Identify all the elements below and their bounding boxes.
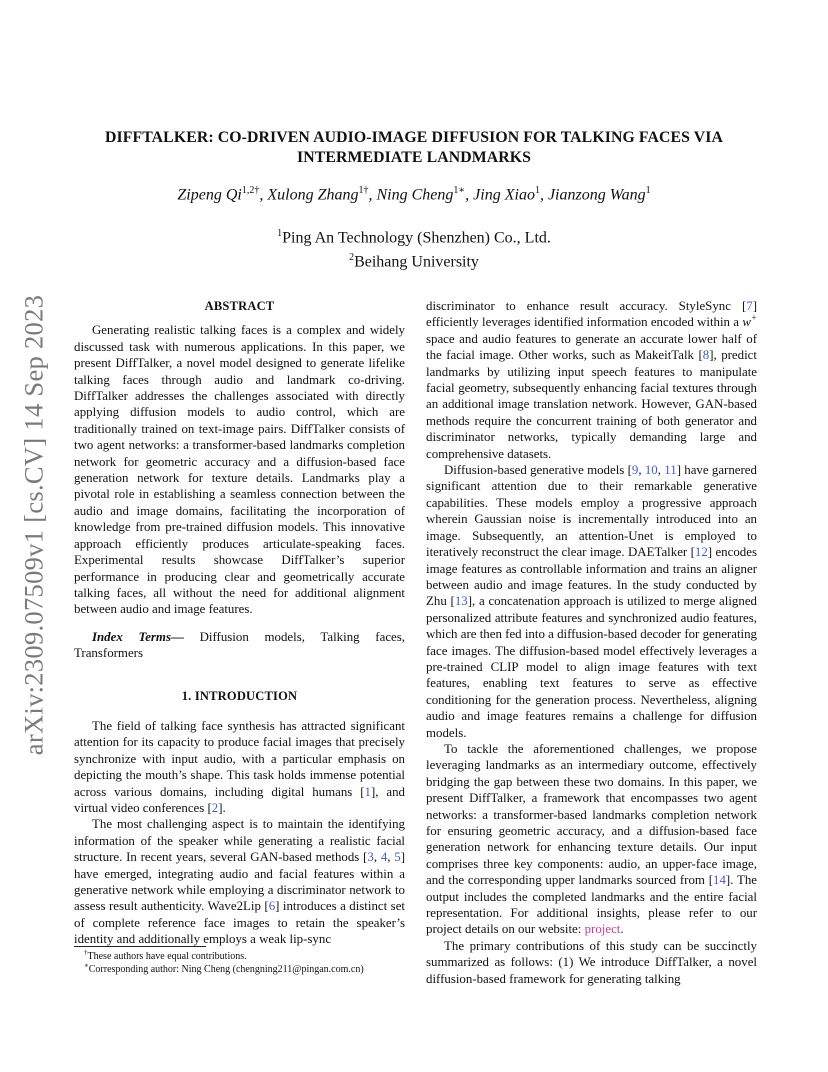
index-terms <box>74 629 405 662</box>
right-column <box>426 298 757 987</box>
citation-link[interactable]: 7 <box>746 299 753 313</box>
math-symbol: w <box>742 315 751 330</box>
citation-link[interactable]: 6 <box>268 899 276 914</box>
intro-paragraph-2-continued: discriminator to enhance result accuracy. StyleSync [7] efficiently leverages identified information encoded within a w+ space and audio features to generate an accurate lower half of the facial image. Other works, such as MakeitTalk [8], predict landmarks by utilizing input speech features to manipulate facial geometry, subsequently enhancing facial textures through an additional image translation network. However, GAN-based methods require the concurrent training of both generator and discriminator networks, typically demanding large and comprehensive datasets. <box>426 299 757 461</box>
footnote-equal-contribution <box>74 948 414 964</box>
affiliation-line <box>70 248 758 272</box>
citation-link[interactable]: 3 <box>367 850 374 865</box>
intro-paragraph-3: Diffusion-based generative models [9, 10, 11] have garnered significant attention due to their remarkable generative capabilities. These models employ a progressive approach wherein Gaussian noise is incrementally introduced into an image. Subsequently, an attention-Unet is employed to iteratively reconstruct the clear image. DAETalker [12] encodes image features as controllable information and trains an aligner between audio and image features. In the study conducted by Zhu [13], a concatenation approach is utilized to merge aligned personalized attribute features and synchronized audio features, which are then fed into a diffusion-based decoder for generating face images. The diffusion-based model effectively leverages a pre-trained CLIP model to align image features with text features, enabling text features to serve as effective conditioning for the generation process. Nevertheless, aligning audio and image features remains a challenge for diffusion models. <box>426 463 757 740</box>
footnotes <box>74 946 414 977</box>
author-affiliation-mark: 1,2† <box>241 185 260 196</box>
citation-link[interactable]: 12 <box>694 545 708 560</box>
math-superscript: + <box>750 313 757 324</box>
citation-link[interactable]: 4 <box>380 850 388 865</box>
footnote-mark: ∗ <box>84 961 89 970</box>
project-link[interactable]: project <box>584 922 621 937</box>
footnote-rule <box>74 946 206 947</box>
author-name: Xulong Zhang <box>267 186 359 204</box>
author-affiliation-mark: 1∗ <box>453 185 466 196</box>
footnote-corresponding-author <box>74 961 414 977</box>
author-name: Jing Xiao <box>473 186 535 204</box>
abstract-text: Generating realistic talking faces is a complex and widely discussed task with numerous applications. In this paper, we present DiffTalker, a novel model designed to generate lifelike talking faces through audio and landmark co-driving. DiffTalker addresses the challenges associated with directly applying diffusion models to audio control, which are traditionally trained on text-image pairs. DiffTalker consists of two agent networks: a transformer-based landmarks completion network for geometric accuracy and a diffusion-based face generation network for texture details. Landmarks play a pivotal role in establishing a seamless connection between the audio and image domains, facilitating the incorporation of knowledge from pre-trained diffusion models. This innovative approach efficiently produces articulate-speaking faces. Experimental results showcase DiffTalker’s superior performance in producing clear and geometrically accurate talking faces, all without the need for additional alignment between audio and image features. <box>74 323 405 617</box>
arxiv-identifier-stamp <box>10 290 58 760</box>
citation-link[interactable]: 10 <box>644 463 658 478</box>
affiliation-mark: 1 <box>277 228 283 239</box>
citation-link[interactable]: 11 <box>664 463 677 478</box>
abstract-heading: ABSTRACT <box>204 299 275 313</box>
author-list: Zipeng $Qi^{1,2\dagger}$, Xulong Zhang$^{1\dagger}$, Ning Cheng$^{1∗}$, Jing Xiao$^1$, Jianzong Wang$^1$ <box>177 185 651 204</box>
citation-link[interactable]: 5 <box>394 850 401 865</box>
footnote-text: These authors have equal contributions. <box>87 951 247 962</box>
paper-title: DIFFTALKER: CO-DRIVEN AUDIO-IMAGE DIFFUSION FOR TALKING FACES VIA INTERMEDIATE LANDMARKS <box>104 129 724 166</box>
author-affiliation-mark: 1 <box>534 185 540 196</box>
author-affiliation-mark: 1† <box>358 185 369 196</box>
citation-link[interactable]: 8 <box>702 348 710 363</box>
author-name: Jianzong Wang <box>547 186 646 204</box>
arxiv-identifier-text: arXiv:2309.07509v1 [cs.CV] 14 Sep 2023 <box>18 294 49 756</box>
author-name: Zipeng Qi <box>177 186 242 204</box>
footnote-mark: † <box>84 948 88 957</box>
author-affiliation-mark: 1 <box>645 185 651 196</box>
introduction-heading: 1. INTRODUCTION <box>181 688 298 703</box>
intro-paragraph-4: To tackle the aforementioned challenges, we propose leveraging landmarks as an intermediary outcome, effectively bridging the gap between these two domains. In this paper, we present DiffTalker, a framework that encompasses two agent networks: a transformer-based landmarks completion network for ensuring geometric accuracy, and a diffusion-based face generation network for enhancing texture details. Our input comprises three key components: audio, an upper-face image, and the corresponding upper landmarks sourced from [14]. The output includes the completed landmarks and the entire facial representation. For additional insights, please refer to our project details on our website: project. <box>426 741 758 937</box>
affiliation-text: Ping An Technology (Shenzhen) Co., Ltd. <box>282 229 551 247</box>
index-terms-label: Index Terms— <box>92 629 184 644</box>
citation-link[interactable]: 13 <box>454 594 468 609</box>
left-column <box>74 298 405 948</box>
affiliation-text: Beihang University <box>354 253 479 271</box>
index-terms-text: Diffusion models, Talking faces, Transformers <box>74 629 405 661</box>
citation-link[interactable]: 2 <box>211 800 219 815</box>
citation-link[interactable]: 9 <box>631 463 639 478</box>
citation-link[interactable]: 1 <box>364 784 371 799</box>
affiliation-mark: 2 <box>349 252 355 264</box>
author-name: Ning Cheng <box>376 186 454 204</box>
intro-paragraph-2: The most challenging aspect is to maintain the identifying information of the speaker while generating a realistic facial structure. In recent years, several GAN-based methods [3, 4, 5] have emerged, integrating audio and facial features within a generative network while employing a discriminator network to assess result authenticity. Wave2Lip [6] introduces a distinct set of complete reference face images to retain the speaker’s identity and additionally employs a weak lip-sync <box>74 817 406 947</box>
affiliations <box>70 224 758 273</box>
intro-paragraph-5: The primary contributions of this study can be succinctly summarized as follows: (1) We introduce DiffTalker, a novel diffusion-based framework for generating talking <box>426 938 757 986</box>
affiliation-line <box>70 224 758 248</box>
citation-link[interactable]: 14 <box>713 873 726 888</box>
intro-paragraph-1: The field of talking face synthesis has attracted significant attention for its capacity to produce facial images that precisely synchronize with input audio, with a particular emphasis on depicting the mouth’s shape. This task holds immense potential across various domains, including digital humans [1], and virtual video conferences [2]. <box>74 718 405 815</box>
footnote-text: Corresponding author: Ning Cheng (chengning211@pingan.com.cn) <box>88 963 364 975</box>
